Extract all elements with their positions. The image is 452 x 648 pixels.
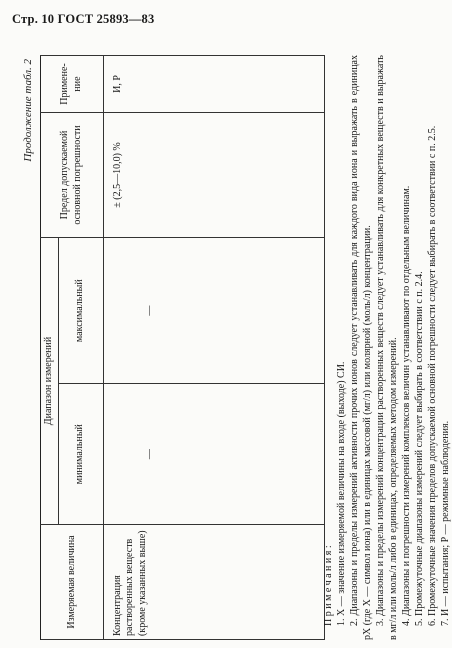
parameters-table [40, 55, 325, 640]
header-error: Предел допускаемой основной погрешности [41, 113, 104, 238]
table-row [103, 56, 324, 640]
note-item: 7. И — испытания; Р — режимные наблюдения. [440, 420, 451, 626]
cell-usage: И, Р [103, 56, 324, 113]
header-usage: Примене-ние [41, 56, 104, 113]
note-item: 5. Промежуточные диапазоны измерений следует выбирать в соответствии с п. 2.4. [414, 271, 425, 626]
page-number: Стр. 10 [12, 12, 55, 26]
note-item: 1. X — значение измеряемой величины на входе (выходе) СИ. [336, 361, 347, 626]
cell-quantity: Концентрация растворенных веществ (кроме указанных выше) [103, 525, 324, 640]
cell-max: — [103, 238, 324, 384]
standard-code: ГОСТ 25893—83 [57, 12, 155, 26]
rotated-page-content [20, 55, 451, 640]
note-item: 4. Диапазоны и погрешности измерений комплексов величин устанавливают по отдельным величинам. [401, 185, 412, 626]
notes-block [322, 55, 452, 640]
note-item: 2. Диапазоны и пределы измерений активности прочих ионов следует устанавливать для каждого вида иона и выражать в единицах pX (где X — символ иона) или в единицах массовой (мг/л) или молярной (моль/л) концентрации. [349, 55, 373, 640]
header-quantity: Измеряемая величина [41, 525, 104, 640]
note-item: 6. Промежуточные значения пределов допускаемой основной погрешности следует выбирать в соответствии с п. 2.5. [427, 125, 438, 626]
notes-title: Примечания: [323, 542, 334, 626]
header-max: максимальный [58, 238, 103, 384]
table-continuation-label: Продолжение табл. 2 [22, 59, 34, 162]
cell-min: — [103, 384, 324, 525]
note-item: 3. Диапазоны и пределы измерений концентрации растворенных веществ следует устанавливать для конкретных веществ и выражать в мг/л или моль/л либо в единицах, определяемых методом измерений. [375, 55, 399, 640]
header-range: Диапазон измерений [41, 238, 59, 525]
page-header [12, 12, 154, 27]
cell-error: ± (2,5—10,0) % [103, 113, 324, 238]
header-min: минимальный [58, 384, 103, 525]
